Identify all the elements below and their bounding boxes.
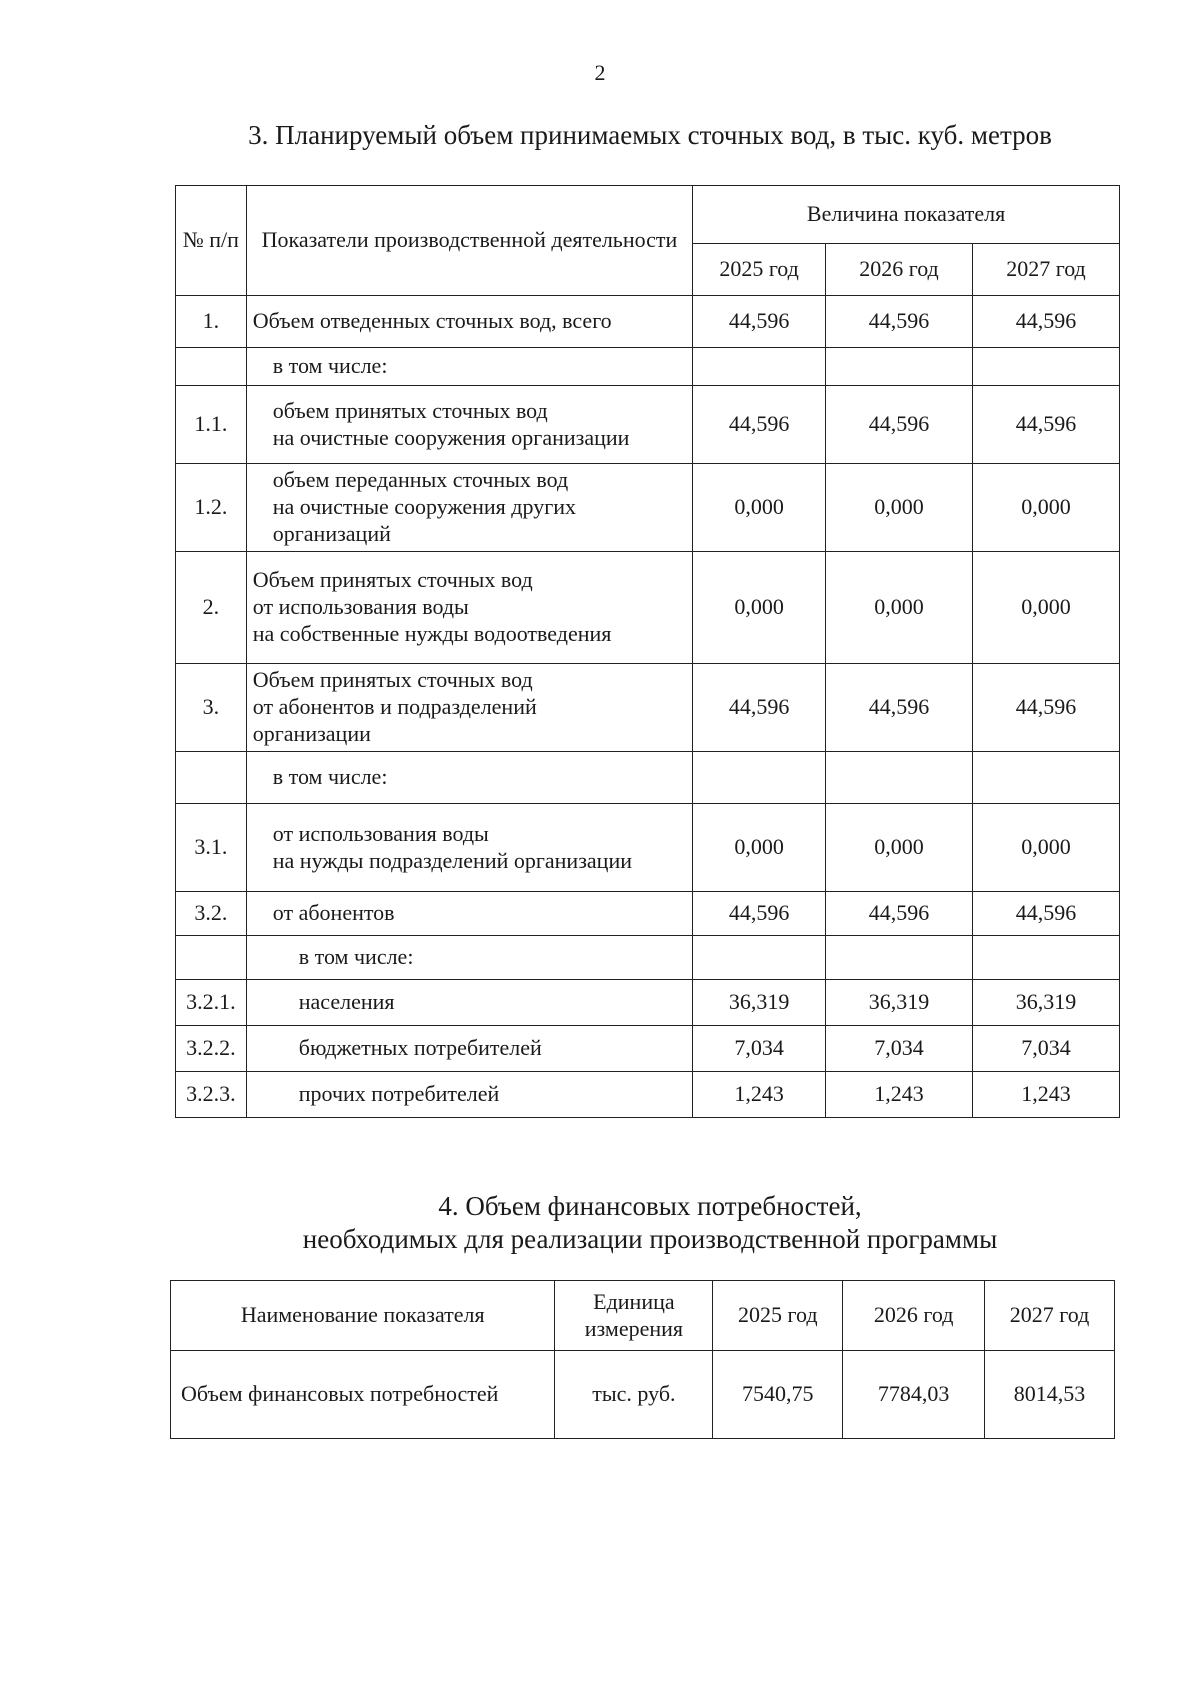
value-2025: 0,000 bbox=[693, 552, 826, 664]
row-label: в том числе: bbox=[246, 936, 692, 980]
financial-needs-table bbox=[170, 1280, 1115, 1439]
table-row bbox=[176, 936, 1120, 980]
value-2027: 44,596 bbox=[972, 296, 1119, 348]
value-2027 bbox=[972, 348, 1119, 386]
wastewater-volume-table bbox=[175, 185, 1120, 1118]
table-row bbox=[171, 1351, 1115, 1439]
row-num: 3. bbox=[176, 664, 247, 752]
value-2025 bbox=[693, 936, 826, 980]
row-num bbox=[176, 936, 247, 980]
value-2026 bbox=[826, 752, 973, 804]
header-year-2026: 2026 год bbox=[826, 244, 973, 296]
value-2027 bbox=[972, 936, 1119, 980]
value-2025: 7540,75 bbox=[713, 1351, 843, 1439]
value-2025: 1,243 bbox=[693, 1072, 826, 1118]
row-label: Объем финансовых потребностей bbox=[171, 1351, 555, 1439]
page-number: 2 bbox=[594, 60, 606, 85]
header-value-group: Величина показателя bbox=[693, 186, 1120, 244]
value-2027: 36,319 bbox=[972, 980, 1119, 1026]
header-year-2026: 2026 год bbox=[843, 1281, 985, 1351]
row-label: от использования воды на нужды подразделений организации bbox=[246, 804, 692, 892]
row-label: от абонентов bbox=[246, 892, 692, 936]
table-row bbox=[176, 892, 1120, 936]
header-name: Наименование показателя bbox=[171, 1281, 555, 1351]
header-year-2027: 2027 год bbox=[985, 1281, 1115, 1351]
row-num: 1.2. bbox=[176, 464, 247, 552]
value-2025: 36,319 bbox=[693, 980, 826, 1026]
header-indicator: Показатели производственной деятельности bbox=[246, 186, 692, 296]
value-2026: 0,000 bbox=[826, 464, 973, 552]
row-label: в том числе: bbox=[246, 348, 692, 386]
value-2025: 44,596 bbox=[693, 664, 826, 752]
table-row bbox=[176, 980, 1120, 1026]
value-2027: 8014,53 bbox=[985, 1351, 1115, 1439]
value-2026: 1,243 bbox=[826, 1072, 973, 1118]
value-2026 bbox=[826, 936, 973, 980]
value-2026: 44,596 bbox=[826, 892, 973, 936]
value-2027: 44,596 bbox=[972, 386, 1119, 464]
row-label: бюджетных потребителей bbox=[246, 1026, 692, 1072]
section-4-title-line-1: 4. Объем финансовых потребностей, bbox=[438, 1191, 862, 1221]
row-unit: тыс. руб. bbox=[555, 1351, 713, 1439]
section-4-title bbox=[170, 1190, 1130, 1256]
row-num: 3.2.3. bbox=[176, 1072, 247, 1118]
value-2026: 44,596 bbox=[826, 296, 973, 348]
value-2025: 44,596 bbox=[693, 892, 826, 936]
value-2027: 0,000 bbox=[972, 552, 1119, 664]
table-row bbox=[176, 1072, 1120, 1118]
row-num: 1. bbox=[176, 296, 247, 348]
row-label: объем переданных сточных вод на очистные сооружения других организаций bbox=[246, 464, 692, 552]
value-2025 bbox=[693, 752, 826, 804]
value-2027 bbox=[972, 752, 1119, 804]
row-num bbox=[176, 752, 247, 804]
row-label: объем принятых сточных вод на очистные сооружения организации bbox=[246, 386, 692, 464]
table-row bbox=[176, 804, 1120, 892]
value-2026: 44,596 bbox=[826, 386, 973, 464]
value-2026: 36,319 bbox=[826, 980, 973, 1026]
row-num: 3.2. bbox=[176, 892, 247, 936]
value-2027: 7,034 bbox=[972, 1026, 1119, 1072]
row-label: Объем принятых сточных вод от абонентов и подразделений организации bbox=[246, 664, 692, 752]
value-2027: 0,000 bbox=[972, 464, 1119, 552]
header-year-2025: 2025 год bbox=[713, 1281, 843, 1351]
row-num: 3.1. bbox=[176, 804, 247, 892]
section-3-title: 3. Планируемый объем принимаемых сточных вод, в тыс. куб. метров bbox=[248, 120, 1052, 150]
table-row bbox=[176, 348, 1120, 386]
row-num: 3.2.2. bbox=[176, 1026, 247, 1072]
row-num: 1.1. bbox=[176, 386, 247, 464]
table-row bbox=[176, 1026, 1120, 1072]
row-label: Объем отведенных сточных вод, всего bbox=[246, 296, 692, 348]
value-2025: 0,000 bbox=[693, 804, 826, 892]
value-2025: 44,596 bbox=[693, 386, 826, 464]
section-4-title-line-2: необходимых для реализации производственной программы bbox=[302, 1223, 998, 1254]
row-label: населения bbox=[246, 980, 692, 1026]
value-2025: 7,034 bbox=[693, 1026, 826, 1072]
table-row bbox=[176, 552, 1120, 664]
value-2026 bbox=[826, 348, 973, 386]
header-year-2027: 2027 год bbox=[972, 244, 1119, 296]
header-unit: Единица измерения bbox=[555, 1281, 713, 1351]
table-row bbox=[176, 386, 1120, 464]
table-row bbox=[176, 752, 1120, 804]
table-row bbox=[176, 296, 1120, 348]
value-2025: 44,596 bbox=[693, 296, 826, 348]
row-label: прочих потребителей bbox=[246, 1072, 692, 1118]
row-num: 3.2.1. bbox=[176, 980, 247, 1026]
table-row bbox=[176, 464, 1120, 552]
value-2027: 0,000 bbox=[972, 804, 1119, 892]
value-2025 bbox=[693, 348, 826, 386]
value-2027: 44,596 bbox=[972, 664, 1119, 752]
header-year-2025: 2025 год bbox=[693, 244, 826, 296]
value-2026: 44,596 bbox=[826, 664, 973, 752]
value-2026: 7784,03 bbox=[843, 1351, 985, 1439]
value-2026: 0,000 bbox=[826, 552, 973, 664]
value-2027: 1,243 bbox=[972, 1072, 1119, 1118]
value-2026: 0,000 bbox=[826, 804, 973, 892]
row-label: в том числе: bbox=[246, 752, 692, 804]
table-row bbox=[176, 664, 1120, 752]
row-label: Объем принятых сточных вод от использования воды на собственные нужды водоотведения bbox=[246, 552, 692, 664]
value-2026: 7,034 bbox=[826, 1026, 973, 1072]
row-num: 2. bbox=[176, 552, 247, 664]
header-num: № п/п bbox=[176, 186, 247, 296]
row-num bbox=[176, 348, 247, 386]
value-2027: 44,596 bbox=[972, 892, 1119, 936]
value-2025: 0,000 bbox=[693, 464, 826, 552]
